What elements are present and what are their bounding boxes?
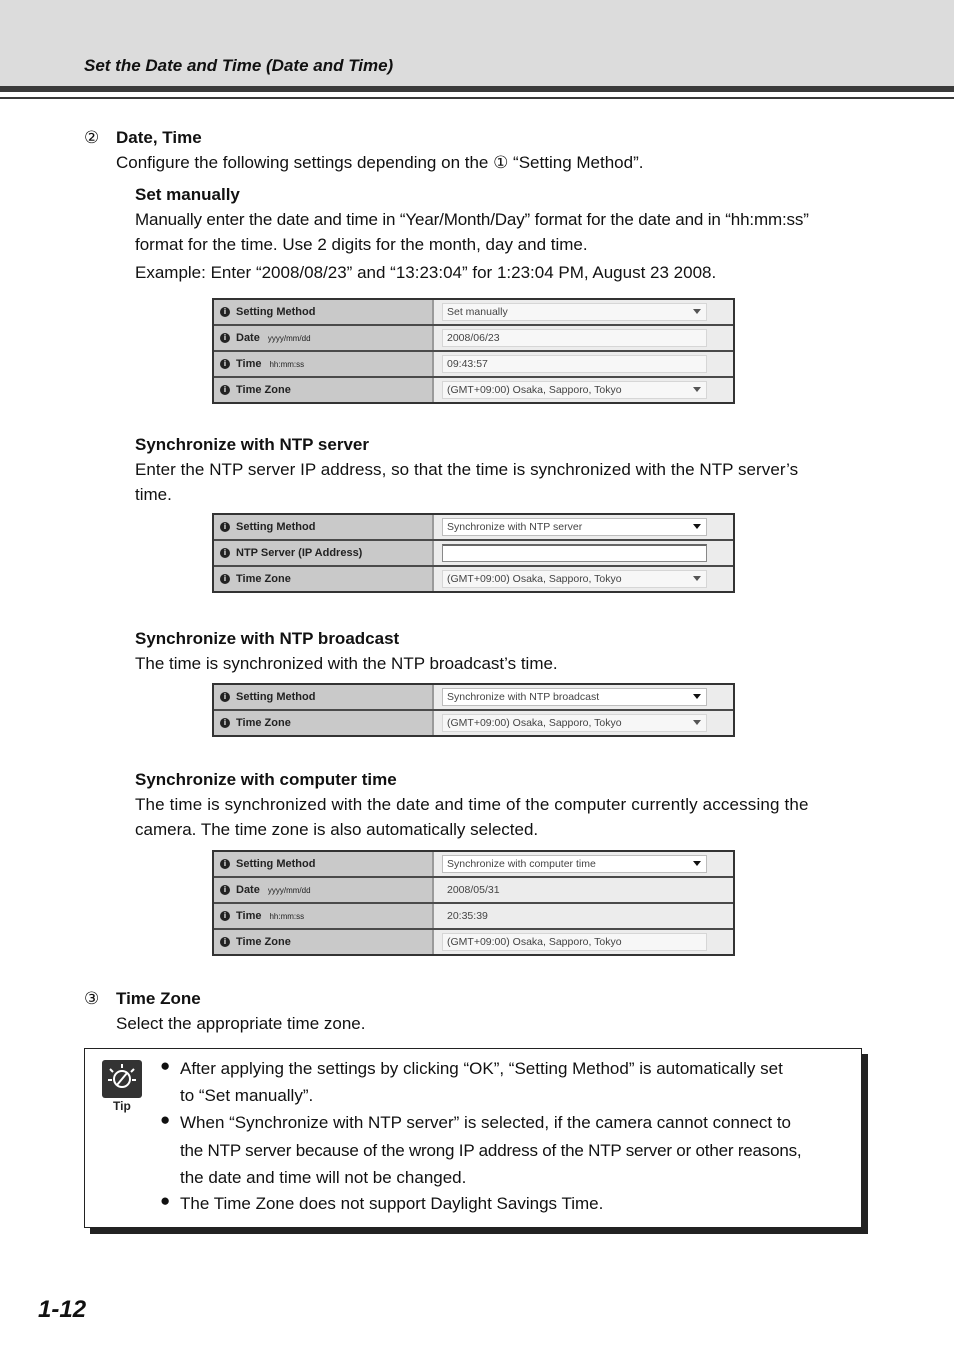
time-format-hint: hh:mm:ss [269,359,305,369]
section-2-title: Date, Time [116,128,202,147]
ntp-server-row [214,539,733,565]
tip-bullet-1-line-2: to “Set manually”. [180,1086,314,1105]
header-rule-thick [0,86,954,92]
tip-bullet-1-line-1: After applying the settings by clicking “OK”, “Setting Method” is automatically set [180,1059,783,1078]
tip-bullet-2-line-1: When “Synchronize with NTP server” is selected, if the camera cannot connect to [180,1113,792,1132]
date-label: i Date yyyy/mm/dd [214,878,434,902]
ntp-server-label: i NTP Server (IP Address) [214,541,434,565]
ntp-broadcast-line-1: The time is synchronized with the NTP broadcast’s time. [135,654,558,673]
setting-method-select[interactable]: Synchronize with NTP broadcast [442,688,707,706]
chevron-down-icon [693,387,701,392]
chevron-down-icon [693,720,701,725]
time-label: i Time hh:mm:ss [214,352,434,376]
date-row [214,876,733,902]
manual-line-1: Manually enter the date and time in “Year/Month/Day” format for the date and in “hh:mm:ss” [135,210,809,229]
setting-method-row [214,852,733,876]
computer-time-line-1: The time is synchronized with the date and time of the computer currently accessing the [135,795,809,814]
ntp-server-input[interactable] [442,544,707,562]
timezone-row [214,565,733,591]
info-icon: i [220,574,230,584]
date-row [214,324,733,350]
chevron-down-icon [693,861,701,866]
setting-method-select[interactable]: Synchronize with computer time [442,855,707,873]
info-icon: i [220,859,230,869]
setting-method-row [214,685,733,709]
tip-bullet-2-line-2: the NTP server because of the wrong IP address of the NTP server or other reasons, [180,1141,802,1160]
tip-bullet-3-line-1: The Time Zone does not support Daylight Savings Time. [180,1194,604,1213]
timezone-select[interactable]: (GMT+09:00) Osaka, Sapporo, Tokyo [442,381,707,399]
setting-method-label: i Setting Method [214,300,434,324]
bullet-icon: ● [160,1110,171,1129]
info-icon: i [220,548,230,558]
setting-method-label: i Setting Method [214,852,434,876]
info-icon: i [220,333,230,343]
setting-method-label: i Setting Method [214,515,434,539]
time-row [214,350,733,376]
chevron-down-icon [693,694,701,699]
timezone-label: i Time Zone [214,930,434,954]
ntp-server-line-1: Enter the NTP server IP address, so that the time is synchronized with the NTP server’s [135,460,799,479]
date-value: 2008/05/31 [447,884,500,896]
date-format-hint: yyyy/mm/dd [267,333,311,343]
timezone-label: i Time Zone [214,711,434,735]
time-format-hint: hh:mm:ss [269,911,305,921]
ntp-broadcast-title: Synchronize with NTP broadcast [135,629,400,648]
chevron-down-icon [693,524,701,529]
info-icon: i [220,307,230,317]
setting-method-row [214,300,733,324]
timezone-select[interactable]: (GMT+09:00) Osaka, Sapporo, Tokyo [442,714,707,732]
timezone-label: i Time Zone [214,567,434,591]
info-icon: i [220,692,230,702]
date-format-hint: yyyy/mm/dd [267,885,311,895]
tip-bullet-2-line-3: the date and time will not be changed. [180,1168,467,1187]
date-label: i Date yyyy/mm/dd [214,326,434,350]
chevron-down-icon [693,576,701,581]
computer-time-line-2: camera. The time zone is also automatically selected. [135,820,539,839]
bullet-icon: ● [160,1056,171,1075]
manual-line-2: format for the time. Use 2 digits for the month, day and time. [135,235,588,254]
timezone-select: (GMT+09:00) Osaka, Sapporo, Tokyo [442,933,707,951]
time-value: 20:35:39 [447,910,488,922]
ntp-server-title: Synchronize with NTP server [135,435,369,454]
info-icon: i [220,885,230,895]
page-number: 1-12 [38,1296,87,1323]
info-icon: i [220,385,230,395]
setting-method-row [214,515,733,539]
section-2-marker: ② [84,128,100,147]
page-header-title: Set the Date and Time (Date and Time) [84,56,394,75]
timezone-row [214,928,733,954]
section-3-marker: ③ [84,989,100,1008]
timezone-row [214,376,733,402]
time-row [214,902,733,928]
bullet-icon: ● [160,1191,171,1210]
info-icon: i [220,718,230,728]
info-icon: i [220,522,230,532]
section-3-intro: Select the appropriate time zone. [116,1014,366,1033]
computer-time-settings-panel [212,850,735,956]
ntp-broadcast-settings-panel [212,683,735,737]
header-rule-thin [0,97,954,99]
info-icon: i [220,359,230,369]
timezone-label: i Time Zone [214,378,434,402]
setting-method-label: i Setting Method [214,685,434,709]
section-2-intro: Configure the following settings depending on the ① “Setting Method”. [116,153,644,172]
info-icon: i [220,937,230,947]
manual-example: Example: Enter “2008/08/23” and “13:23:04” for 1:23:04 PM, August 23 2008. [135,263,717,282]
section-3-title: Time Zone [116,989,201,1008]
chevron-down-icon [693,309,701,314]
time-input[interactable]: 09:43:57 [442,355,707,373]
tip-label: Tip [113,1099,131,1113]
setting-method-select[interactable]: Synchronize with NTP server [442,518,707,536]
time-label: i Time hh:mm:ss [214,904,434,928]
timezone-row [214,709,733,735]
timezone-select[interactable]: (GMT+09:00) Osaka, Sapporo, Tokyo [442,570,707,588]
manual-settings-panel [212,298,735,404]
ntp-server-settings-panel [212,513,735,593]
date-input[interactable]: 2008/06/23 [442,329,707,347]
ntp-server-line-2: time. [135,485,172,504]
info-icon: i [220,911,230,921]
manual-title: Set manually [135,185,240,204]
computer-time-title: Synchronize with computer time [135,770,397,789]
lightbulb-icon [102,1060,142,1098]
setting-method-select[interactable]: Set manually [442,303,707,321]
